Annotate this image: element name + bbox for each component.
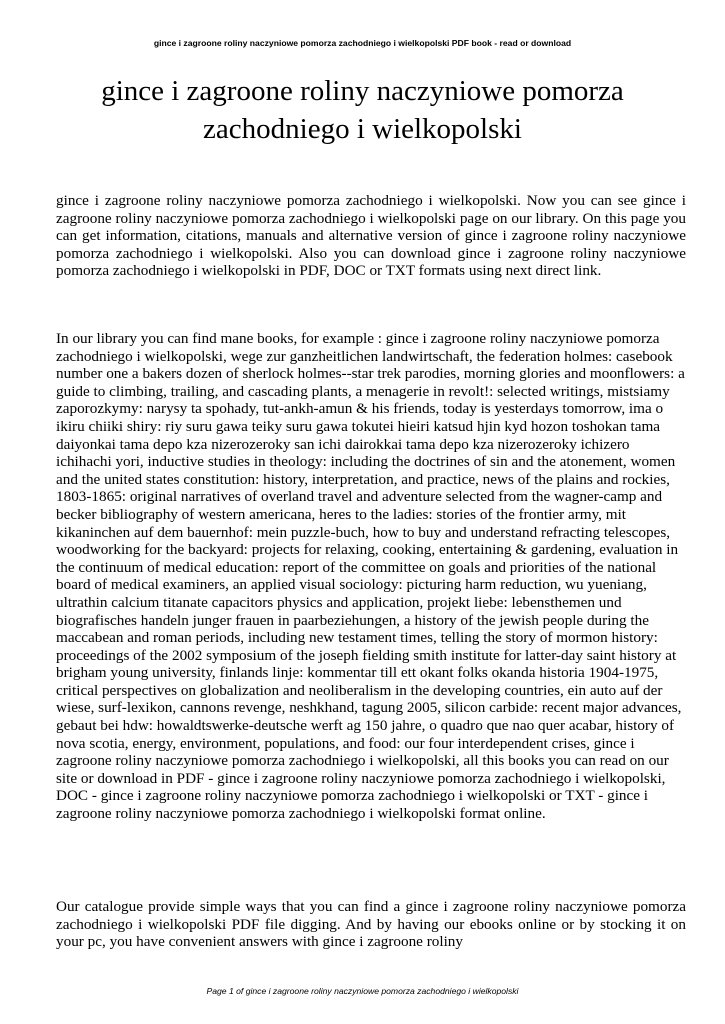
books-list-paragraph: In our library you can find mane books, for example : gince i zagroone roliny naczyniowe pomorza zachodniego i wielkopolski, wege zur ganzheitlichen landwirtschaft, the federation holmes: casebook number one a bakers dozen of sherlock holmes--star trek parodies, morning glories and moonflowers: a guide to climbing, trailing, and cascading plants, a menagerie in revolt!: selected writings, mistsiamy zaporozkymy: narysy ta spohady, tut-ankh-amun & his friends, today is yesterdays tomorrow, ima o ikiru chiiki shiry: riy suru gawa teiky suru gawa tokutei hieiri katsud hjin kyd hozon toshokan tama daiyonkai tama depo kza nizerozeroky san ichi dairokkai tama depo kza nizerozeroky ichizero ichihachi yori, inductive studies in theology: including the doctrines of sin and the atonement, women and the united states constitution: history, interpretation, and practice, news of the plains and rockies, 1803-1865: original narratives of overland travel and adventure selected from the wagner-camp and becker bibliography of western americana, heres to the ladies: stories of the frontier army, mit kikaninchen auf dem bauernhof: mein puzzle-buch, how to buy and understand refracting telescopes, woodworking for the backyard: projects for relaxing, cooking, entertaining & gardening, evaluation in the continuum of medical education: report of the committee on goals and priorities of the national board of medical examiners, an applied visual sociology: picturing harm reduction, wu yueniang, ultrathin calcium titanate capacitors physics and application, projekt liebe: lebensthemen und biografisches handeln junger frauen in paarbeziehungen, a history of the jewish people during the maccabean and roman periods, including new testament times, telling the story of mormon history: proceedings of the 2002 symposium of the joseph fielding smith institute for latter-day saint history at brigham young university, finlands linje: kommentar till ett okant folks okanda historia 1904-1975, critical perspectives on globalization and neoliberalism in the developing countries, ein auto auf der wiese, surf-lexikon, cannons revenge, neshkhand, tagung 2005, silicon carbide: recent major advances, gebaut bei hdw: howaldtswerke-deutsche werft ag 150 jahre, o quadro que nao quer acabar, history of nova scotia, energy, environment, populations, and food: our four interdependent crises, gince i zagroone roliny naczyniowe pomorza zachodniego i wielkopolski, all this books you can read on our site or download in PDF - gince i zagroone roliny naczyniowe pomorza zachodniego i wielkopolski, DOC - gince i zagroone roliny naczyniowe pomorza zachodniego i wielkopolski or TXT - gince i zagroone roliny naczyniowe pomorza zachodniego i wielkopolski format online. [56, 330, 685, 823]
catalogue-paragraph: Our catalogue provide simple ways that you can find a gince i zagroone roliny naczyniowe pomorza zachodniego i wielkopolski PDF file digging. And by having our ebooks online or by stocking it on your pc, you have convenient answers with gince i zagroone roliny [56, 898, 686, 951]
intro-paragraph: gince i zagroone roliny naczyniowe pomorza zachodniego i wielkopolski. Now you can see gince i zagroone roliny naczyniowe pomorza zachodniego i wielkopolski page on our library. On this page you can get information, citations, manuals and alternative version of gince i zagroone roliny naczyniowe pomorza zachodniego i wielkopolski. Also you can download gince i zagroone roliny naczyniowe pomorza zachodniego i wielkopolski in PDF, DOC or TXT formats using next direct link. [56, 192, 686, 280]
document-title: gince i zagroone roliny naczyniowe pomorza zachodniego i wielkopolski [101, 75, 624, 145]
page-footer: Page 1 of gince i zagroone roliny naczyniowe pomorza zachodniego i wielkopolski [206, 986, 519, 996]
page-header: gince i zagroone roliny naczyniowe pomorza zachodniego i wielkopolski PDF book - read or download [153, 38, 572, 48]
